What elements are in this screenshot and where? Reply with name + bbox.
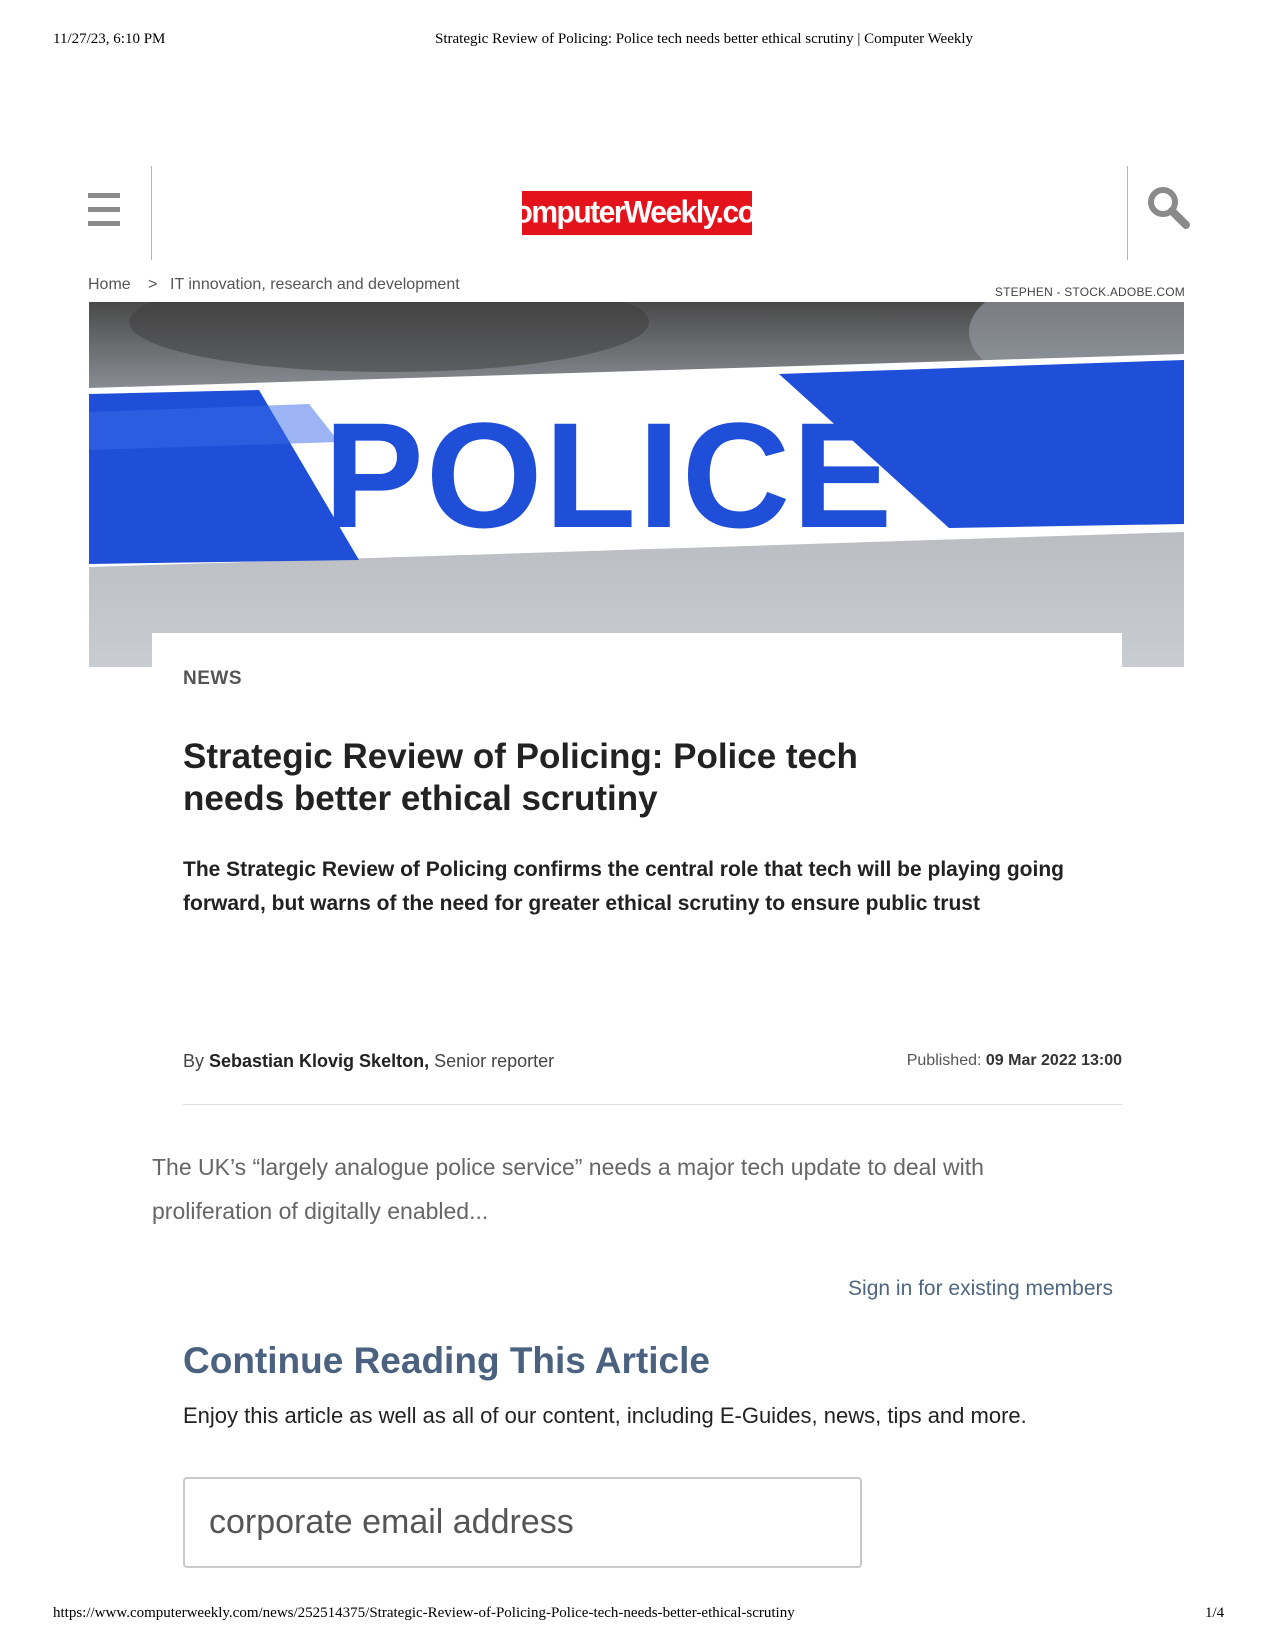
breadcrumb-home[interactable]: Home	[88, 276, 131, 293]
search-icon[interactable]	[1146, 185, 1190, 229]
author-role: Senior reporter	[429, 1051, 555, 1071]
sign-in-link[interactable]: Sign in for existing members	[848, 1277, 1113, 1300]
published-date	[907, 1052, 1122, 1070]
article-teaser: The UK’s “largely analogue police service” needs a major tech update to deal with proliferation of digitally enabled...	[152, 1154, 984, 1224]
published-label: Published:	[906, 1052, 986, 1069]
print-footer-url: https://www.computerweekly.com/news/252514375/Strategic-Review-of-Policing-Police-tech-needs-better-ethical-scrutiny	[53, 1605, 795, 1621]
byline	[183, 1051, 554, 1072]
author-name[interactable]: Sebastian Klovig Skelton,	[209, 1051, 430, 1071]
article-card-top	[152, 633, 1122, 673]
email-field[interactable]	[183, 1477, 862, 1568]
continue-reading-subtitle: Enjoy this article as well as all of our content, including E-Guides, news, tips and more.	[183, 1403, 1027, 1428]
published-value: 09 Mar 2022 13:00	[985, 1052, 1122, 1069]
byline-divider	[183, 1104, 1122, 1105]
header-divider-right	[1127, 166, 1128, 260]
article-standfirst: The Strategic Review of Policing confirms the central role that tech will be playing going forward, but warns of the need for greater ethical scrutiny to ensure public trust	[183, 858, 1064, 915]
breadcrumb-category[interactable]: IT innovation, research and development	[170, 276, 460, 293]
breadcrumb-separator: >	[148, 276, 158, 293]
byline-prefix: By	[183, 1051, 210, 1071]
site-logo[interactable]: ComputerWeekly.com	[522, 191, 752, 235]
hero-image-police-tape	[89, 302, 1184, 667]
article-headline: Strategic Review of Policing: Police tech needs better ethical scrutiny	[183, 737, 858, 818]
hero-tape-text: POLICE	[323, 391, 895, 559]
print-footer-page: 1/4	[1205, 1605, 1225, 1621]
article-kicker: NEWS	[183, 668, 242, 689]
header-divider-left	[151, 166, 152, 260]
continue-reading-title: Continue Reading This Article	[183, 1340, 710, 1381]
print-header-date: 11/27/23, 6:10 PM	[53, 31, 166, 47]
hamburger-menu-icon[interactable]	[88, 193, 120, 227]
image-credit: STEPHEN - STOCK.ADOBE.COM	[994, 285, 1185, 299]
print-header-title: Strategic Review of Policing: Police tech needs better ethical scrutiny | Computer Weekly	[435, 31, 974, 47]
